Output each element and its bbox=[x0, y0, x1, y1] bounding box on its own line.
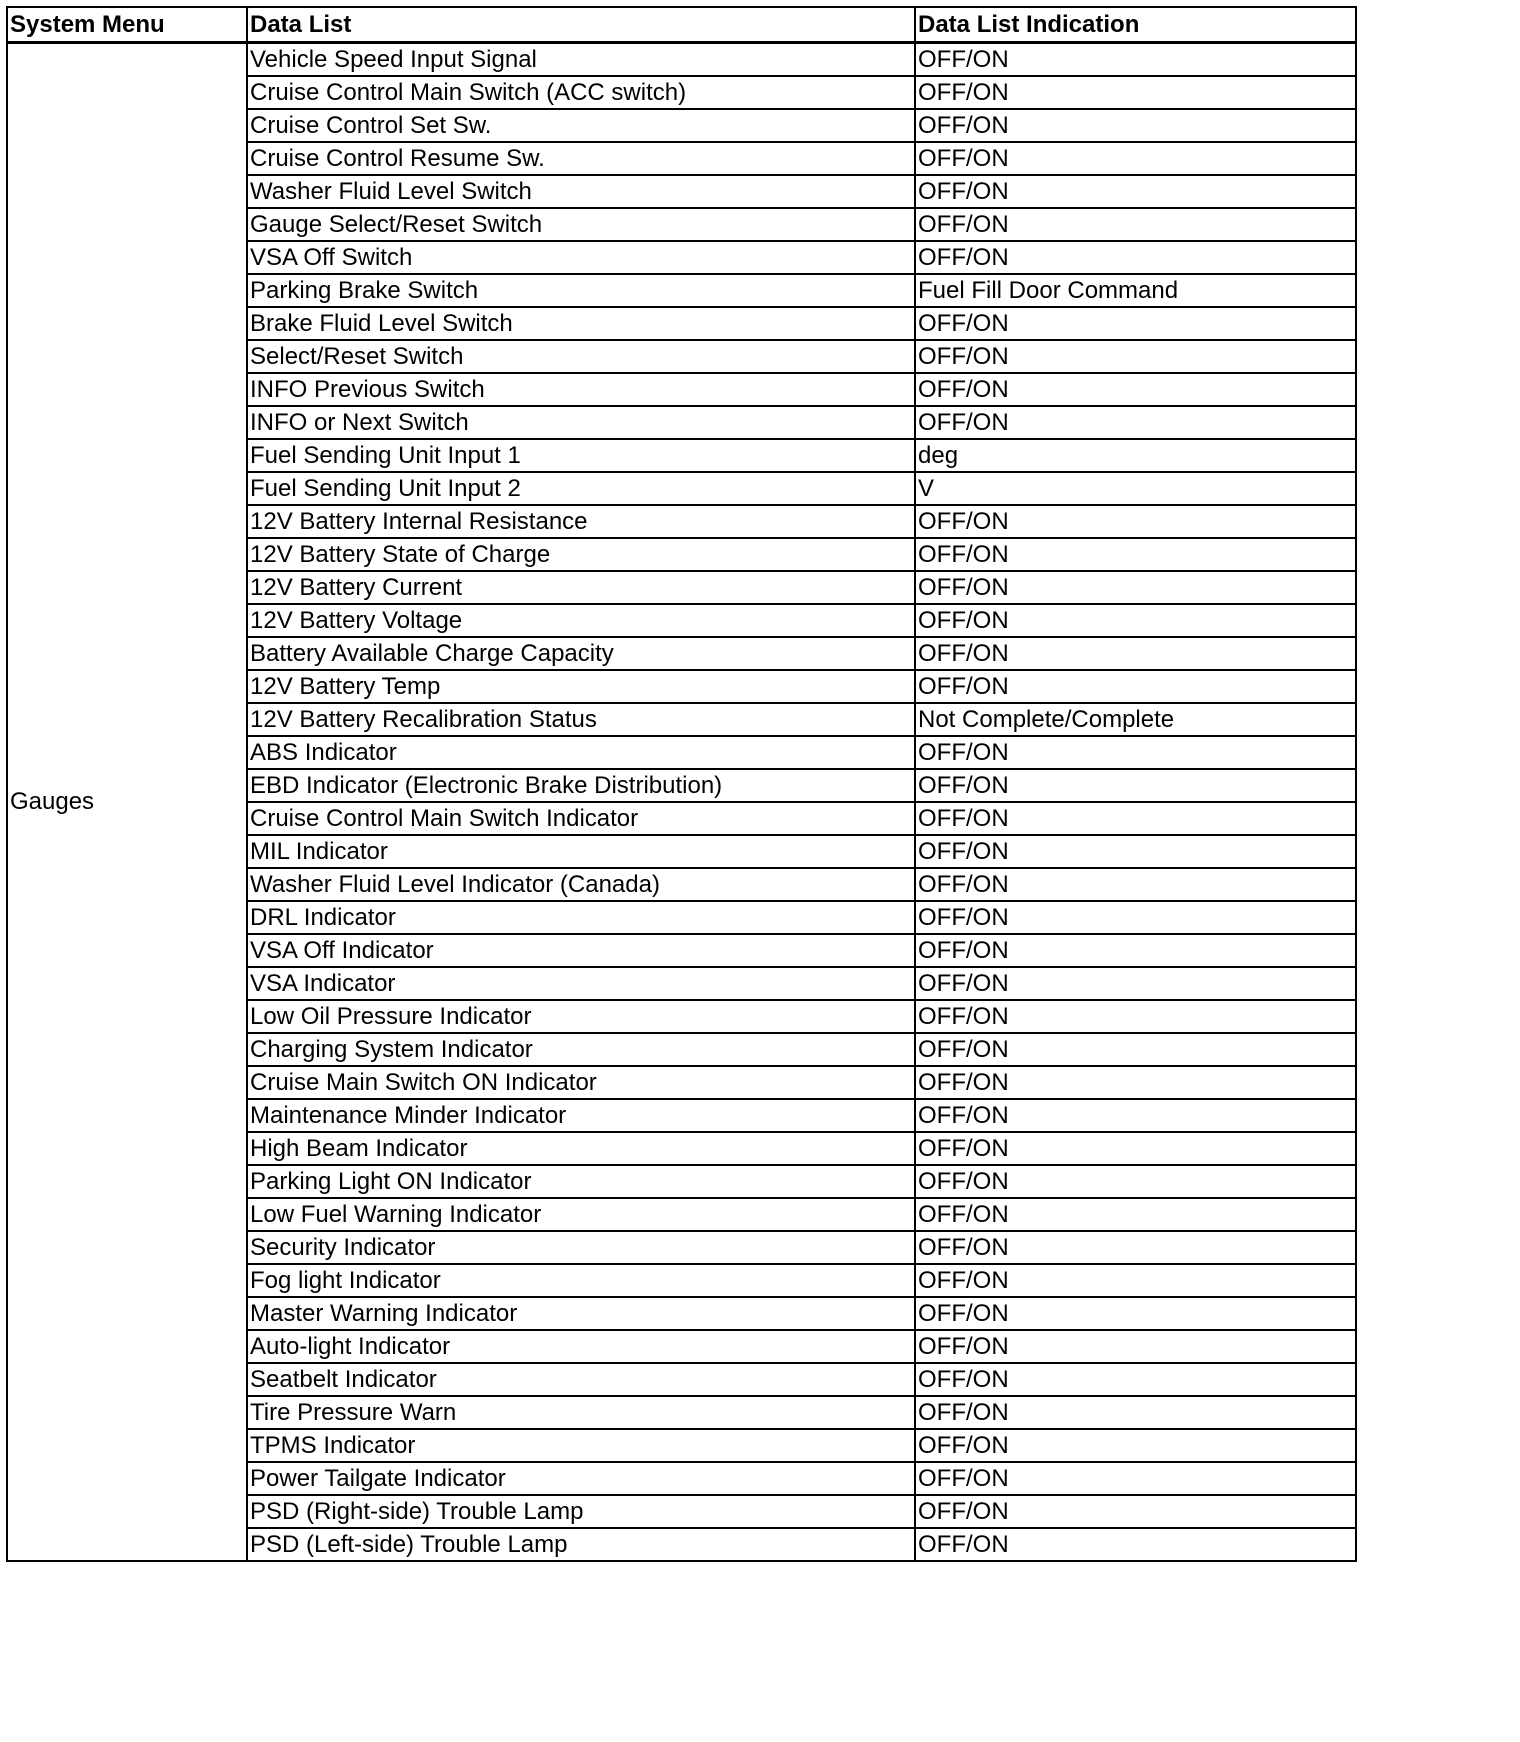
data-list-item: 12V Battery Current bbox=[247, 571, 915, 604]
header-data-list: Data List bbox=[247, 7, 915, 43]
data-list-indication: OFF/ON bbox=[915, 1495, 1356, 1528]
data-list-item: Power Tailgate Indicator bbox=[247, 1462, 915, 1495]
data-list-item: Cruise Main Switch ON Indicator bbox=[247, 1066, 915, 1099]
data-list-indication: OFF/ON bbox=[915, 175, 1356, 208]
data-list-indication: OFF/ON bbox=[915, 1231, 1356, 1264]
data-list-item: Charging System Indicator bbox=[247, 1033, 915, 1066]
header-system-menu: System Menu bbox=[7, 7, 247, 43]
data-list-indication: OFF/ON bbox=[915, 1165, 1356, 1198]
data-list-indication: OFF/ON bbox=[915, 571, 1356, 604]
data-list-indication: OFF/ON bbox=[915, 208, 1356, 241]
data-list-indication: OFF/ON bbox=[915, 505, 1356, 538]
data-list-indication: OFF/ON bbox=[915, 934, 1356, 967]
table-row bbox=[7, 43, 1356, 77]
data-list-indication: OFF/ON bbox=[915, 736, 1356, 769]
data-list-item: VSA Off Indicator bbox=[247, 934, 915, 967]
data-list-indication: OFF/ON bbox=[915, 1462, 1356, 1495]
data-list-indication: OFF/ON bbox=[915, 835, 1356, 868]
data-list-indication: OFF/ON bbox=[915, 868, 1356, 901]
data-list-item: 12V Battery Recalibration Status bbox=[247, 703, 915, 736]
data-list-item: 12V Battery State of Charge bbox=[247, 538, 915, 571]
data-list-indication: OFF/ON bbox=[915, 901, 1356, 934]
data-list-indication: OFF/ON bbox=[915, 142, 1356, 175]
data-list-indication: OFF/ON bbox=[915, 802, 1356, 835]
data-list-item: Cruise Control Main Switch (ACC switch) bbox=[247, 76, 915, 109]
data-list-indication: OFF/ON bbox=[915, 1297, 1356, 1330]
data-list-item: Auto-light Indicator bbox=[247, 1330, 915, 1363]
header-data-list-indication: Data List Indication bbox=[915, 7, 1356, 43]
data-list-item: VSA Indicator bbox=[247, 967, 915, 1000]
data-list-indication: Not Complete/Complete bbox=[915, 703, 1356, 736]
data-list-item: INFO Previous Switch bbox=[247, 373, 915, 406]
data-list-indication: OFF/ON bbox=[915, 670, 1356, 703]
data-list-item: Low Fuel Warning Indicator bbox=[247, 1198, 915, 1231]
data-list-indication: OFF/ON bbox=[915, 241, 1356, 274]
data-list-item: Fuel Sending Unit Input 1 bbox=[247, 439, 915, 472]
data-list-item: TPMS Indicator bbox=[247, 1429, 915, 1462]
data-list-indication: OFF/ON bbox=[915, 373, 1356, 406]
data-list-indication: OFF/ON bbox=[915, 1396, 1356, 1429]
data-list-indication: OFF/ON bbox=[915, 340, 1356, 373]
data-list-indication: OFF/ON bbox=[915, 1429, 1356, 1462]
data-list-indication: OFF/ON bbox=[915, 1330, 1356, 1363]
data-list-item: Low Oil Pressure Indicator bbox=[247, 1000, 915, 1033]
data-list-indication: OFF/ON bbox=[915, 76, 1356, 109]
data-list-item: 12V Battery Voltage bbox=[247, 604, 915, 637]
data-list-item: Maintenance Minder Indicator bbox=[247, 1099, 915, 1132]
data-list-item: MIL Indicator bbox=[247, 835, 915, 868]
data-list-indication: OFF/ON bbox=[915, 1000, 1356, 1033]
data-list-indication: OFF/ON bbox=[915, 1528, 1356, 1561]
data-list-indication: OFF/ON bbox=[915, 1066, 1356, 1099]
data-list-indication: Fuel Fill Door Command bbox=[915, 274, 1356, 307]
data-list-item: 12V Battery Internal Resistance bbox=[247, 505, 915, 538]
data-list-indication: V bbox=[915, 472, 1356, 505]
data-list-indication: OFF/ON bbox=[915, 406, 1356, 439]
data-list-indication: OFF/ON bbox=[915, 1264, 1356, 1297]
data-list-table bbox=[6, 6, 1357, 1562]
data-list-item: INFO or Next Switch bbox=[247, 406, 915, 439]
data-list-indication: deg bbox=[915, 439, 1356, 472]
data-list-item: 12V Battery Temp bbox=[247, 670, 915, 703]
data-list-item: Brake Fluid Level Switch bbox=[247, 307, 915, 340]
data-list-item: Battery Available Charge Capacity bbox=[247, 637, 915, 670]
data-list-item: Master Warning Indicator bbox=[247, 1297, 915, 1330]
data-list-item: EBD Indicator (Electronic Brake Distribution) bbox=[247, 769, 915, 802]
data-list-item: Seatbelt Indicator bbox=[247, 1363, 915, 1396]
data-list-item: Cruise Control Resume Sw. bbox=[247, 142, 915, 175]
data-list-item: Tire Pressure Warn bbox=[247, 1396, 915, 1429]
system-menu-cell: Gauges bbox=[7, 43, 247, 1562]
data-list-item: Fuel Sending Unit Input 2 bbox=[247, 472, 915, 505]
data-list-item: PSD (Right-side) Trouble Lamp bbox=[247, 1495, 915, 1528]
data-list-item: PSD (Left-side) Trouble Lamp bbox=[247, 1528, 915, 1561]
data-list-item: Cruise Control Main Switch Indicator bbox=[247, 802, 915, 835]
data-list-indication: OFF/ON bbox=[915, 1363, 1356, 1396]
data-list-item: Washer Fluid Level Switch bbox=[247, 175, 915, 208]
data-list-item: DRL Indicator bbox=[247, 901, 915, 934]
data-list-indication: OFF/ON bbox=[915, 1099, 1356, 1132]
data-list-indication: OFF/ON bbox=[915, 307, 1356, 340]
header-row bbox=[7, 7, 1356, 43]
data-list-item: Security Indicator bbox=[247, 1231, 915, 1264]
data-list-indication: OFF/ON bbox=[915, 1132, 1356, 1165]
data-list-indication: OFF/ON bbox=[915, 109, 1356, 142]
data-list-item: Select/Reset Switch bbox=[247, 340, 915, 373]
data-list-indication: OFF/ON bbox=[915, 769, 1356, 802]
data-list-indication: OFF/ON bbox=[915, 43, 1356, 77]
data-list-item: Parking Light ON Indicator bbox=[247, 1165, 915, 1198]
data-list-item: VSA Off Switch bbox=[247, 241, 915, 274]
data-list-item: Parking Brake Switch bbox=[247, 274, 915, 307]
data-list-item: Gauge Select/Reset Switch bbox=[247, 208, 915, 241]
data-list-indication: OFF/ON bbox=[915, 1198, 1356, 1231]
data-list-item: Cruise Control Set Sw. bbox=[247, 109, 915, 142]
data-list-item: ABS Indicator bbox=[247, 736, 915, 769]
data-list-item: Fog light Indicator bbox=[247, 1264, 915, 1297]
data-list-indication: OFF/ON bbox=[915, 538, 1356, 571]
data-list-indication: OFF/ON bbox=[915, 1033, 1356, 1066]
data-list-indication: OFF/ON bbox=[915, 967, 1356, 1000]
data-list-item: High Beam Indicator bbox=[247, 1132, 915, 1165]
data-list-item: Vehicle Speed Input Signal bbox=[247, 43, 915, 77]
data-list-indication: OFF/ON bbox=[915, 604, 1356, 637]
data-list-indication: OFF/ON bbox=[915, 637, 1356, 670]
data-list-item: Washer Fluid Level Indicator (Canada) bbox=[247, 868, 915, 901]
